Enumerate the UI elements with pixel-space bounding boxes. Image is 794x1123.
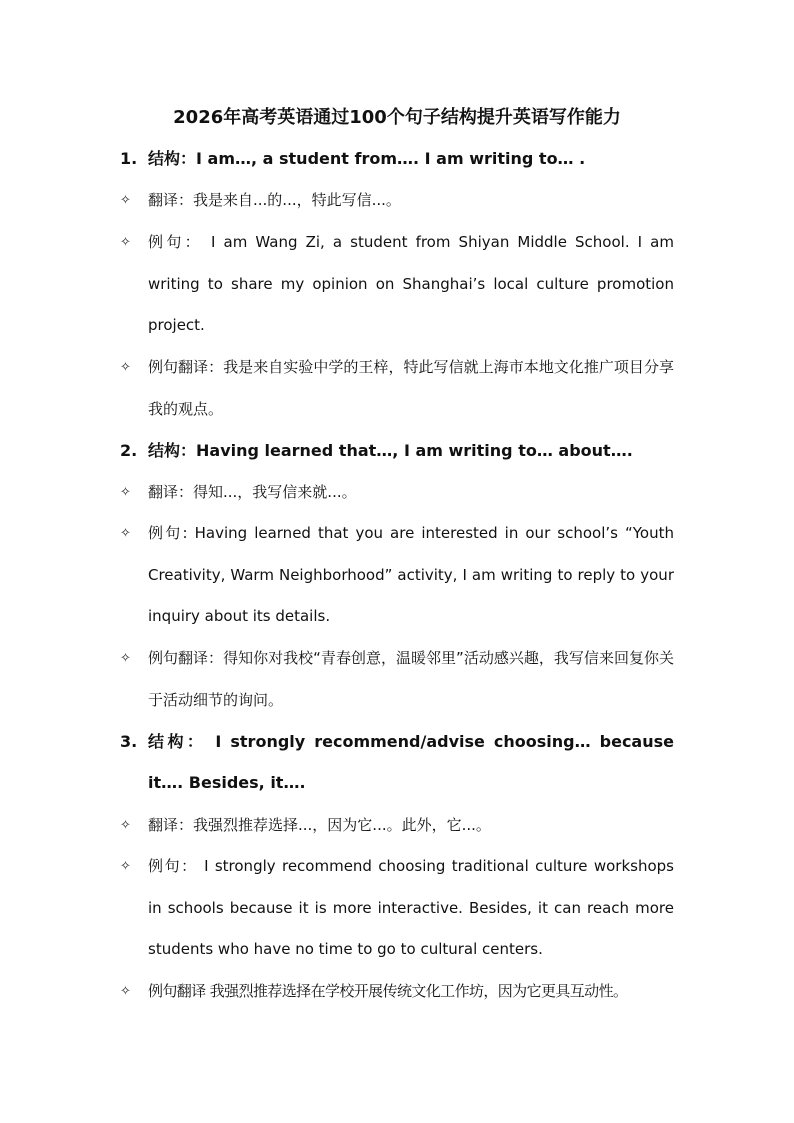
diamond-bullet-icon: ✧ xyxy=(120,526,131,541)
diamond-bullet-icon: ✧ xyxy=(120,651,131,666)
section-number: 2. xyxy=(120,441,138,460)
item-text: 翻译：我强烈推荐选择...，因为它...。此外，它...。 xyxy=(148,816,491,834)
diamond-bullet-icon: ✧ xyxy=(120,360,131,375)
item-text: 例句： I am Wang Zi, a student from Shiyan Middle School. I am writing to share my opinion on Shanghai’s local culture promotion project. xyxy=(148,233,674,334)
item-text: 例句翻译：我是来自实验中学的王梓，特此写信就上海市本地文化推广项目分享我的观点。 xyxy=(148,358,674,418)
item-text: 翻译：得知...，我写信来就...。 xyxy=(148,483,357,501)
structure-text: 结构：Having learned that…, I am writing to… about…. xyxy=(148,441,633,460)
item-text: 例句翻译 我强烈推荐选择在学校开展传统文化工作坊，因为它更具互动性。 xyxy=(148,982,628,1000)
section-number: 1. xyxy=(120,149,138,168)
diamond-bullet-icon: ✧ xyxy=(120,859,131,874)
item-text: 例句翻译：得知你对我校“青春创意，温暖邻里”活动感兴趣，我写信来回复你关于活动细节的询问。 xyxy=(148,649,674,709)
item-text: 例句： I strongly recommend choosing traditional culture workshops in schools because it is more interactive. Besides, it can reach more students who have no time to go to cultural centers. xyxy=(148,857,674,958)
diamond-bullet-icon: ✧ xyxy=(120,818,131,833)
item-text: 翻译：我是来自...的...，特此写信...。 xyxy=(148,191,401,209)
structure-text: 结构：I am…, a student from…. I am writing to… . xyxy=(148,149,586,168)
diamond-bullet-icon: ✧ xyxy=(120,235,131,250)
page-title: 2026年高考英语通过100个句子结构提升英语写作能力 xyxy=(173,107,621,128)
diamond-bullet-icon: ✧ xyxy=(120,193,131,208)
diamond-bullet-icon: ✧ xyxy=(120,984,131,999)
structure-text: 结构： I strongly recommend/advise choosing… because it…. Besides, it…. xyxy=(148,732,674,792)
section-number: 3. xyxy=(120,732,138,751)
item-text: 例句: Having learned that you are interested in our school’s “Youth Creativity, Warm Neighborhood” activity, I am writing to reply to your inquiry about its details. xyxy=(148,524,674,625)
diamond-bullet-icon: ✧ xyxy=(120,485,131,500)
